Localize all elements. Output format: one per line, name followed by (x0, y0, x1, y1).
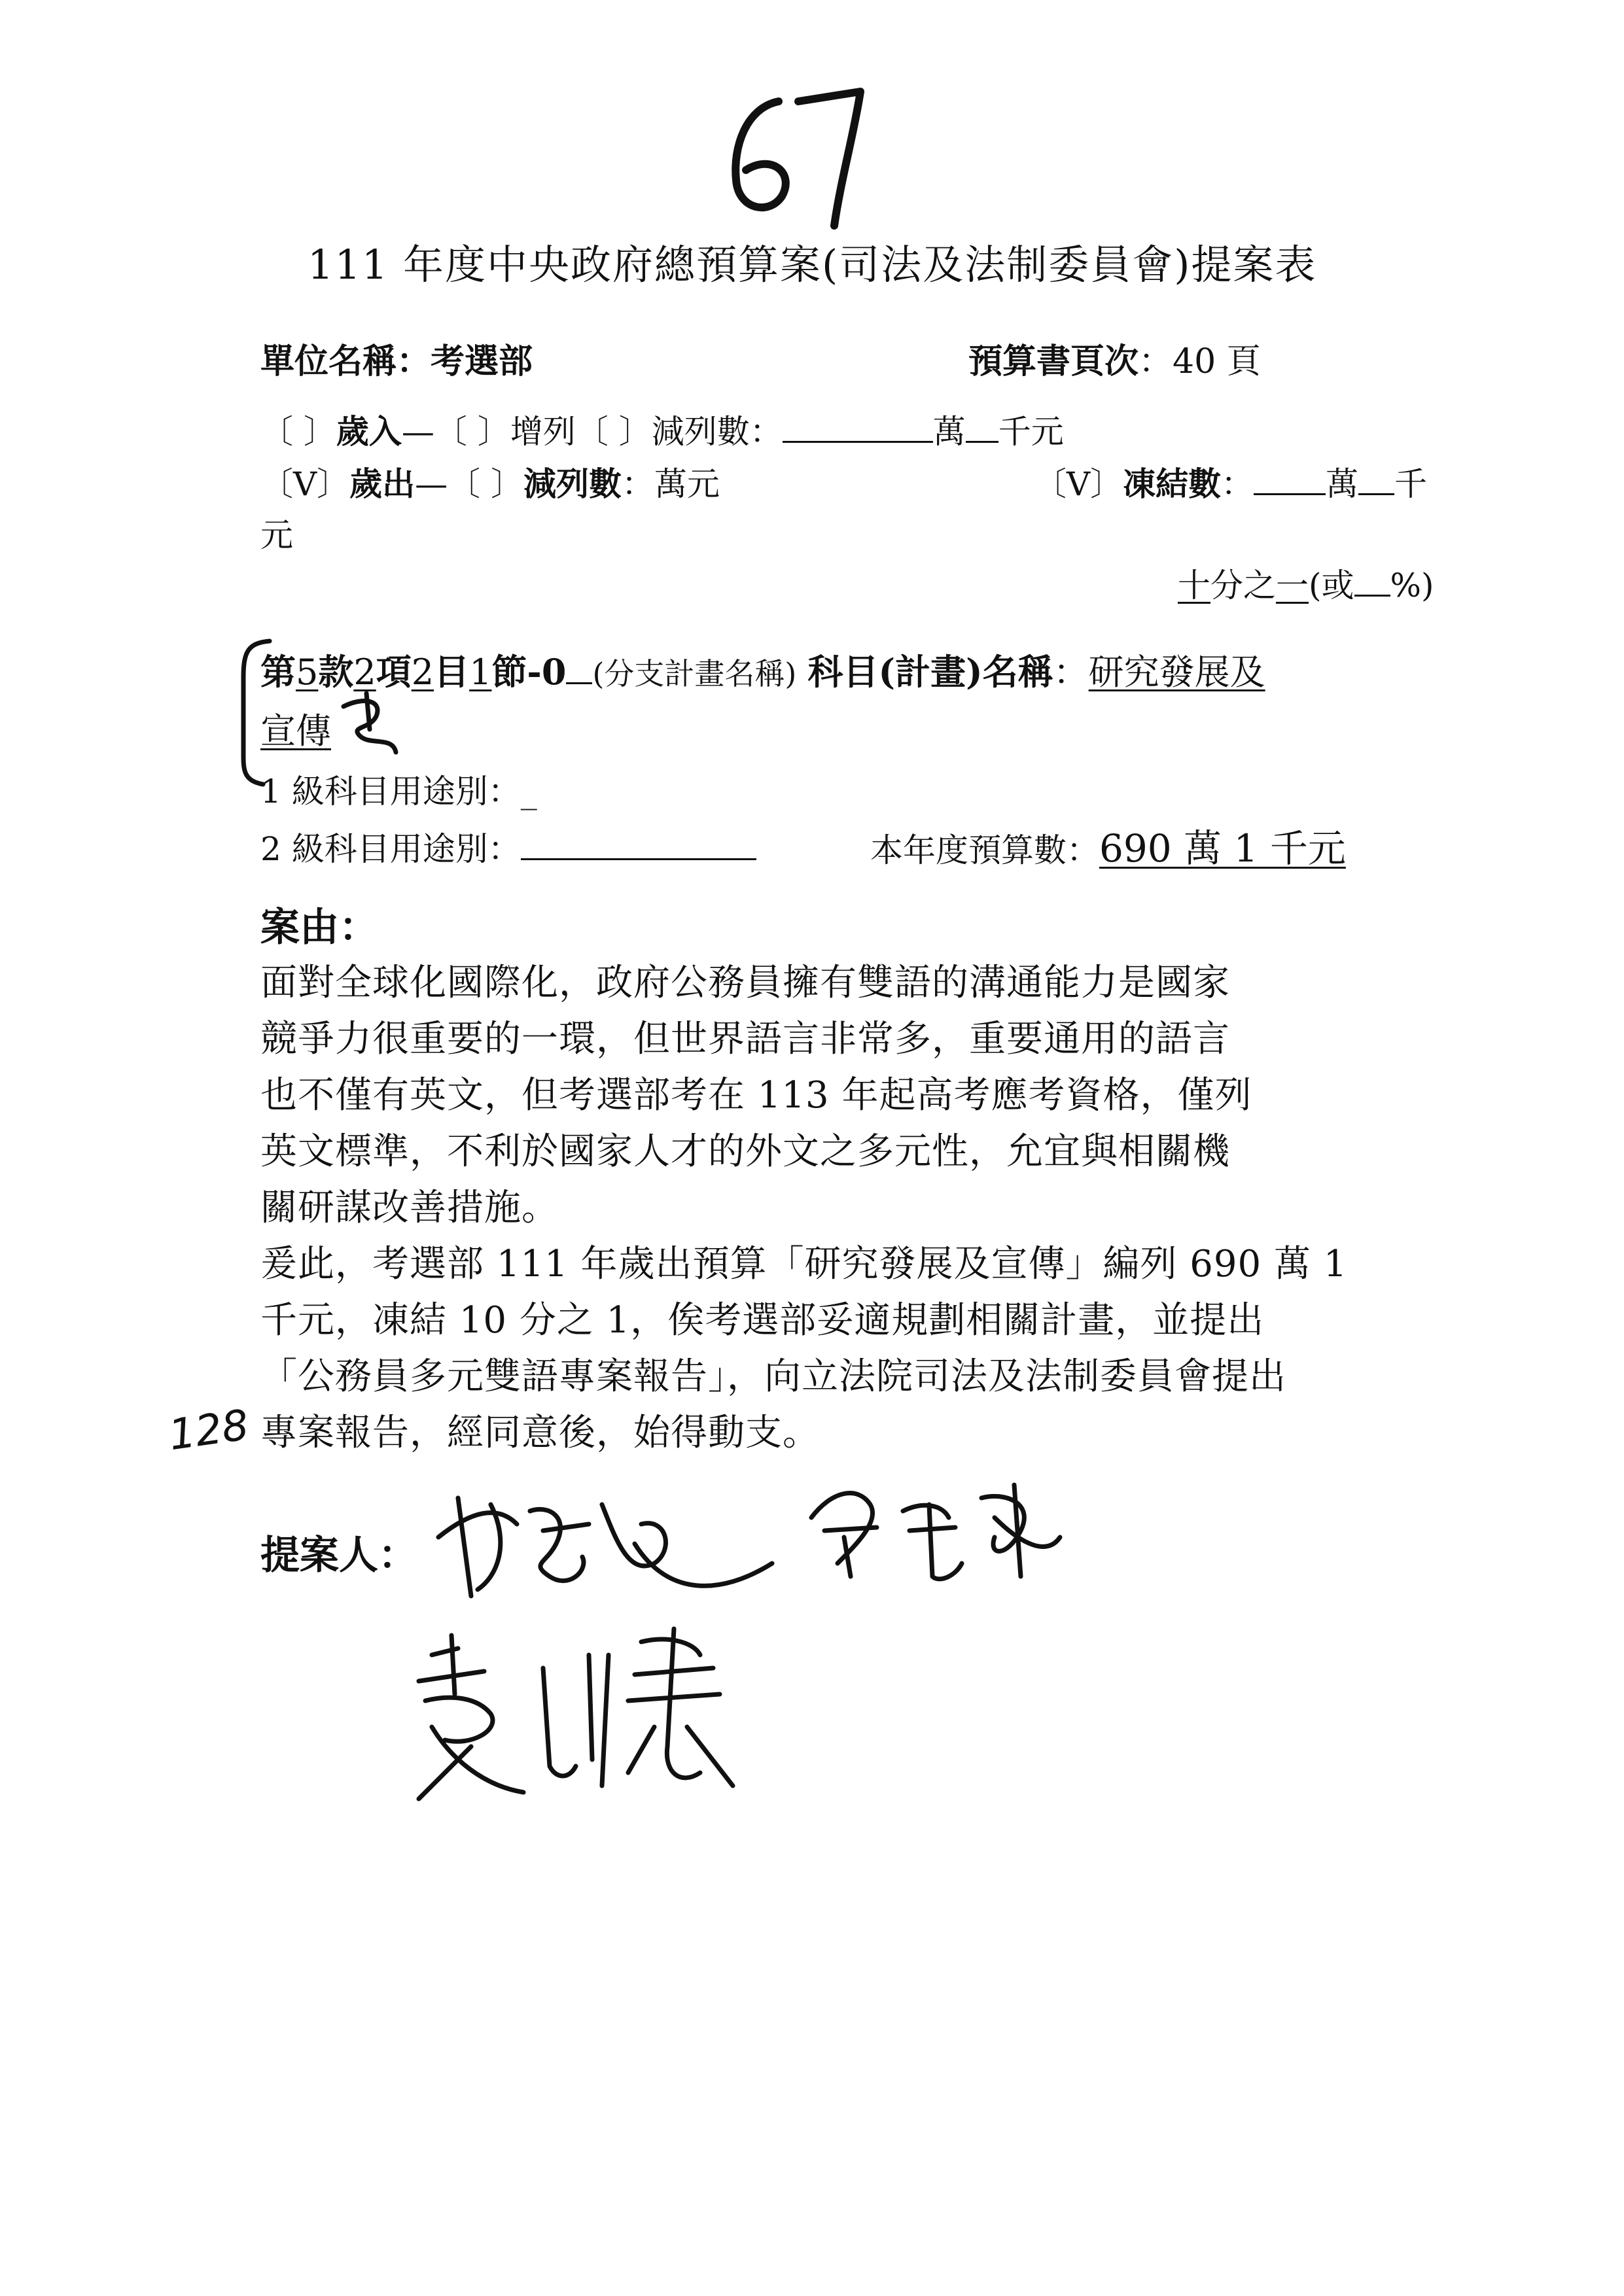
form-title: 111 年度中央政府總預算案(司法及法制委員會)提案表 (308, 241, 1317, 288)
reason-line: 競爭力很重要的一環，但世界語言非常多，重要通用的語言 (260, 1018, 1230, 1060)
reason-line: 關研謀改善措施。 (260, 1187, 559, 1229)
freeze-checkbox: 〔V〕 (1034, 465, 1123, 503)
freeze-row (1034, 458, 1427, 505)
subject-label: 科目(計畫)名稱 (807, 651, 1053, 693)
freeze-ratio (1178, 559, 1434, 606)
reason-line: 千元，凍結 10 分之 1，俟考選部妥適規劃相關計畫，並提出 (260, 1299, 1265, 1342)
level2-usage (260, 823, 756, 870)
increase-label: 增列 (510, 413, 576, 451)
increase-checkbox: 〔 〕 (434, 413, 510, 451)
account-line-continued (260, 703, 331, 754)
ratio-one: 一 (1276, 566, 1309, 604)
subject-name-part1: 研究發展及 (1088, 652, 1265, 693)
qian-label: 千元 (998, 413, 1064, 451)
ratio-pct: %) (1390, 566, 1434, 604)
decrease-label: 減列數： (651, 413, 783, 451)
reason-line: 爰此，考選部 111 年歲出預算「研究發展及宣傳」編列 690 萬 1 (260, 1243, 1348, 1285)
reason-line: 「公務員多元雙語專案報告」，向立法院司法及法制委員會提出 (260, 1355, 1286, 1398)
blank-line (966, 440, 998, 443)
account-di: 第 (260, 651, 296, 693)
budget-page-value: ：40 頁 (1139, 342, 1261, 381)
ratio-open: ( (1309, 566, 1322, 604)
blank-line (783, 440, 933, 443)
margin-note: 128 (166, 1400, 252, 1461)
expense-decrease-value: ：萬元 (622, 465, 720, 503)
budget-page (968, 334, 1261, 383)
ratio-ten: 十 (1178, 566, 1210, 604)
expense-label: 歲出 (349, 464, 415, 503)
blank-line (566, 682, 592, 684)
freeze-wan: 萬 (1326, 465, 1359, 503)
handwritten-scribble (330, 690, 409, 762)
reason-heading: 案由： (260, 905, 378, 950)
blank-line (1254, 493, 1326, 495)
expense-row (260, 458, 720, 505)
expense-dash: — (415, 465, 448, 503)
level1-label: 1 級科目用途別： (260, 773, 521, 810)
revenue-row (260, 406, 1064, 453)
freeze-tail: 元 (260, 516, 293, 554)
account-kuan-number: 5 (296, 652, 319, 693)
reason-line: 面對全球化國際化，政府公務員擁有雙語的溝通能力是國家 (260, 962, 1230, 1004)
freeze-qian: 千 (1394, 465, 1428, 503)
revenue-label: 歲入 (336, 412, 402, 451)
expense-decrease-label: 減列數 (523, 464, 622, 503)
expense-decrease-checkbox: 〔 〕 (448, 465, 524, 503)
account-kuan: 款 (318, 651, 354, 693)
reason-line: 也不僅有英文，但考選部考在 113 年起高考應考資格，僅列 (260, 1074, 1252, 1117)
revenue-checkbox: 〔 〕 (260, 413, 336, 451)
ratio-fen-zhi: 分之 (1210, 566, 1276, 604)
subject-name-part2: 宣傳 (260, 710, 331, 752)
signature-1 (419, 1465, 785, 1616)
freeze-label: 凍結數 (1123, 464, 1222, 503)
expense-checkbox: 〔V〕 (260, 465, 350, 503)
decrease-checkbox: 〔 〕 (575, 413, 652, 451)
budget-amount-label: 本年度預算數： (870, 831, 1099, 869)
account-jie: 節-0 (491, 651, 567, 693)
account-xiang: 項 (376, 651, 412, 693)
handwritten-page-number (707, 62, 877, 232)
account-mu: 目 (434, 651, 470, 693)
branch-plan-label: (分支計畫名稱) (592, 656, 797, 691)
account-mu-number: 2 (411, 652, 434, 693)
unit-name: 單位名稱：考選部 (260, 341, 533, 381)
freeze-colon: ： (1221, 465, 1254, 503)
reason-line: 專案報告，經同意後，始得動支。 (260, 1412, 820, 1454)
revenue-dash: — (401, 413, 434, 451)
subject-colon: ： (1053, 652, 1089, 693)
level1-usage (260, 765, 537, 812)
ratio-or: 或 (1321, 566, 1354, 604)
budget-page-label: 預算書頁次 (968, 341, 1139, 381)
level2-label: 2 級科目用途別： (260, 830, 521, 868)
signature-3 (393, 1616, 772, 1812)
blank-line (1354, 594, 1390, 597)
reason-line: 英文標準，不利於國家人才的外文之多元性，允宜與相關機 (260, 1130, 1230, 1173)
signature-2 (798, 1465, 1073, 1596)
account-jie-number: 1 (469, 652, 492, 693)
account-line (260, 644, 1265, 695)
blank-line (1358, 493, 1394, 495)
budget-amount-value: 690 萬 1 千元 (1099, 826, 1346, 871)
proposer-label: 提案人： (260, 1533, 417, 1578)
account-xiang-number: 2 (353, 652, 376, 693)
wan-label: 萬 (932, 413, 966, 451)
level1-value: _ (520, 773, 537, 810)
blank-line (521, 858, 756, 860)
current-year-budget (870, 818, 1346, 873)
